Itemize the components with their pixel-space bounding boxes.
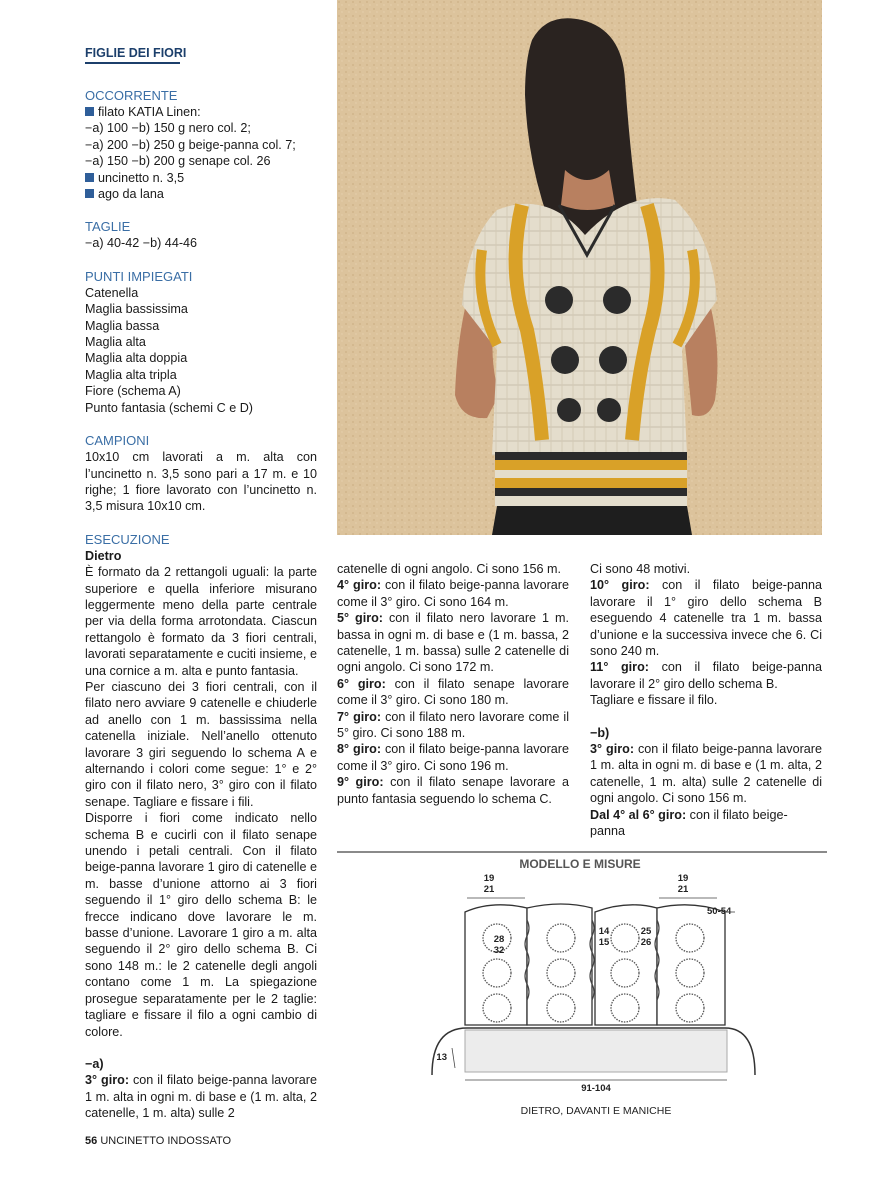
paragraph: Ci sono 48 motivi. <box>590 562 691 576</box>
dim-center-mid-b: 15 <box>598 937 610 948</box>
model-photo <box>337 0 822 535</box>
round-paragraph: 7° giro: con il filato nero lavorare come il 5° giro. Ci sono 188 m. <box>337 709 569 741</box>
dim-center-right-b: 26 <box>640 937 652 948</box>
occorrente-item: filato KATIA Linen: <box>85 104 317 120</box>
punti-item: Maglia bassissima <box>85 302 188 317</box>
subtitle-dietro: Dietro <box>85 548 122 563</box>
section-campioni-title: CAMPIONI <box>85 433 150 449</box>
dim-center-left-b: 32 <box>493 945 505 956</box>
round-paragraph: 5° giro: con il filato nero lavorare 1 m. bassa in ogni m. di base e (1 m. bassa, 2 catenelle, 1 m. bassa) sulle 2 catenelle di ogni angolo. Ci sono 172 m. <box>337 611 569 675</box>
dim-center-left-a: 28 <box>493 934 505 945</box>
dim-top-right-a: 19 <box>677 873 689 884</box>
column-3 <box>590 561 822 840</box>
occorrente-item: uncinetto n. 3,5 <box>85 170 317 186</box>
dim-center-right-a: 25 <box>640 926 652 937</box>
column-2 <box>337 561 569 807</box>
section-esecuzione-title: ESECUZIONE <box>85 531 170 547</box>
magazine-name: UNCINETTO INDOSSATO <box>100 1135 232 1147</box>
dim-top-left-a: 19 <box>483 873 495 884</box>
punti-item: Maglia alta <box>85 335 146 350</box>
bullet-square-icon <box>85 189 94 198</box>
rubric-title: FIGLIE DEI FIORI <box>85 46 187 60</box>
occorrente-item: −a) 150 −b) 200 g senape col. 26 <box>85 154 271 169</box>
round-paragraph: 6° giro: con il filato senape lavorare come il 3° giro. Ci sono 180 m. <box>337 676 569 708</box>
punti-item: Maglia bassa <box>85 318 160 333</box>
punti-item: Maglia alta doppia <box>85 351 188 366</box>
bullet-square-icon <box>85 173 94 182</box>
dim-top-left-b: 21 <box>483 884 495 895</box>
measurement-diagram <box>337 850 827 1120</box>
dim-center-mid-a: 14 <box>598 926 610 937</box>
punti-item: Punto fantasia (schemi C e D) <box>85 400 253 415</box>
dim-top-right-b: 21 <box>677 884 689 895</box>
rubric-underline <box>85 62 180 64</box>
section-taglie-title: TAGLIE <box>85 219 131 235</box>
paragraph: catenelle di ogni angolo. Ci sono 156 m. <box>337 562 562 576</box>
campioni-text: 10x10 cm lavorati a m. alta con l’uncinetto n. 3,5 sono pari a 17 m. e 10 righe; 1 fiore lavorato con l’uncinetto n. 3,5 misura 10x10 cm. <box>85 450 317 514</box>
page-number: 56 <box>85 1135 98 1147</box>
round-paragraph: 9° giro: con il filato senape lavorare a punto fantasia seguendo lo schema C. <box>337 775 569 806</box>
paragraph: Per ciascuno dei 3 fiori centrali, con il filato nero avviare 9 catenelle e chiuderle ad anello con 1 m. bassissima nella catenella iniziale. Nell’anello ottenuto lavorare 3 giri seguendo lo schema A e alternando i colori come segue: 1° e 2° giro con il filato nero, 3° giro con il filato senape. Tagliare e fissare i fili. <box>85 679 317 809</box>
punti-item: Fiore (schema A) <box>85 384 181 399</box>
round-paragraph: 8° giro: con il filato beige-panna lavorare come il 3° giro. Ci sono 196 m. <box>337 742 569 773</box>
round-paragraph: 3° giro: con il filato beige-panna lavorare 1 m. alta in ogni m. di base e (1 m. alta, 2 catenelle, 1 m. alta) sulle 2 <box>85 1073 317 1121</box>
size-b-label: −b) <box>590 725 610 740</box>
round-paragraph: 3° giro: con il filato beige-panna lavorare 1 m. alta in ogni m. di base e (1 m. alta, 2 catenelle, 1 m. alta) sulle 2 catenelle di ogni angolo. Ci sono 156 m. <box>590 742 822 806</box>
column-1 <box>85 87 317 1122</box>
dim-right: 50-54 <box>707 906 732 917</box>
diagram-title: MODELLO E MISURE <box>519 857 641 871</box>
dim-width: 91-104 <box>581 1083 611 1094</box>
round-paragraph: 10° giro: con il filato beige-panna lavorare il 1° giro dello schema B eseguendo 4 catenelle tra 1 m. bassa d’unione e la successiva invece che 6. Ci sono 240 m. <box>590 578 822 659</box>
taglie-text: −a) 40-42 −b) 44-46 <box>85 236 198 251</box>
dim-band: 13 <box>436 1052 447 1063</box>
footer <box>85 1135 231 1147</box>
paragraph: È formato da 2 rettangoli uguali: la parte superiore e quella inferiore misurano leggermente meno della parte centrale per via della forma arrotondata. Ciascun rettangolo è formato da 3 fiori centrali, lavorati separatamente e cuciti insieme, e una cornice a m. alta e punto fantasia. <box>85 565 317 678</box>
punti-item: Maglia alta tripla <box>85 367 177 382</box>
paragraph: Disporre i fiori come indicato nello schema B e cucirli con il filato senape unendo i petali centrali. Con il filato beige-panna lavorare 1 giro di catenelle e m. basse d’unione attorno ai 3 fiori seguendo il 1° giro dello schema B: le frecce indicano dove lavorare le m. basse d’unione. Lavorare 1 giro a m. alta seguendo il 2° giro dello schema B. Ci sono 148 m.: le 2 catenelle degli angoli contano come 1 m. La spiegazione prosegue separatamente per le 2 taglie: tagliare e fissare il filo a ogni cambio di colore. <box>85 811 317 1039</box>
round-paragraph: Dal 4° al 6° giro: con il filato beige-panna <box>590 807 788 839</box>
bullet-square-icon <box>85 107 94 116</box>
occorrente-item: −a) 100 −b) 150 g nero col. 2; <box>85 121 251 136</box>
punti-item: Catenella <box>85 285 139 300</box>
round-paragraph: 11° giro: con il filato beige-panna lavorare il 2° giro dello schema B. <box>590 660 823 691</box>
section-punti-title: PUNTI IMPIEGATI <box>85 268 193 284</box>
occorrente-item: ago da lana <box>85 186 317 202</box>
section-occorrente-title: OCCORRENTE <box>85 88 178 103</box>
size-a-label: −a) <box>85 1056 104 1071</box>
round-paragraph: 4° giro: con il filato beige-panna lavorare come il 3° giro. Ci sono 164 m. <box>337 578 569 609</box>
paragraph: Tagliare e fissare il filo. <box>590 693 718 708</box>
occorrente-item: −a) 200 −b) 250 g beige-panna col. 7; <box>85 137 296 152</box>
diagram-caption: DIETRO, DAVANTI E MANICHE <box>520 1105 672 1117</box>
